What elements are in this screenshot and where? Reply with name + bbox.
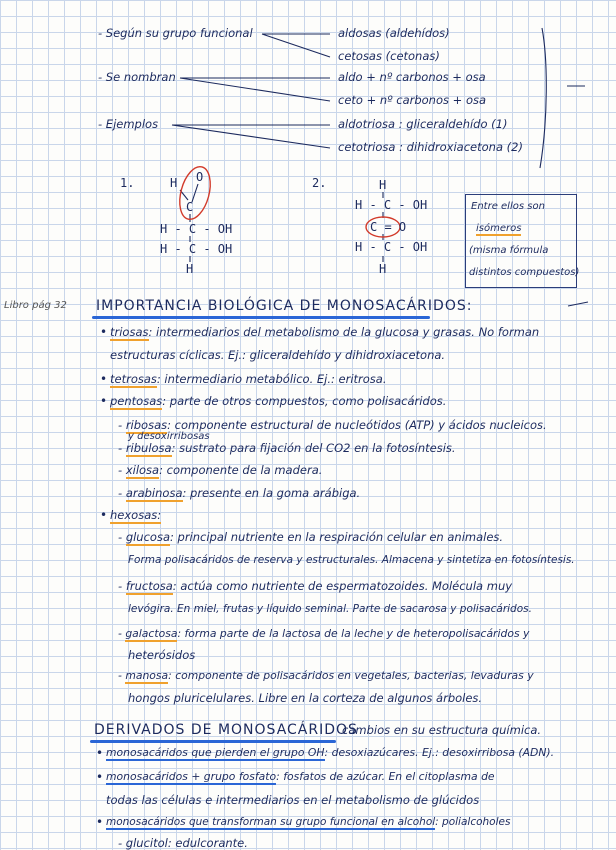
hexosa-galactosa: - galactosa: forma parte de la lactosa de la leche y de heteropolisacáridos y <box>118 627 530 640</box>
classification-label-ejemplos: - Ejemplos <box>98 117 159 131</box>
item-triosas-cont: estructuras cíclicas. Ej.: gliceraldehído y dihidroxiacetona. <box>110 348 446 362</box>
classification-label-grupo: - Según su grupo funcional <box>98 26 253 40</box>
text-ribosas: : componente estructural de nucleótidos (ATP) y ácidos nucleicos. <box>167 418 547 432</box>
bullet: • <box>96 815 104 829</box>
hexosa-fructosa-cont: levógira. En miel, frutas y líquido seminal. Parte de sacarosa y polisacáridos. <box>128 603 532 615</box>
text-manosa: : componente de polisacáridos en vegetales, bacterias, levaduras y <box>168 669 534 682</box>
term-ribulosa: ribulosa <box>125 441 172 455</box>
text-ribulosa: : sustrato para fijación del CO2 en la fotosíntesis. <box>171 441 456 455</box>
classification-target-cetosas: cetosas (cetonas) <box>338 49 440 63</box>
structure-1-number: 1. <box>120 176 135 190</box>
hexosa-glucosa: - glucosa: principal nutriente en la respiración celular en animales. <box>118 530 504 544</box>
section2-title: DERIVADOS DE MONOSACÁRIDOS <box>94 722 358 738</box>
text-desoxiazucares: : desoxiazúcares. Ej.: desoxirribosa (ADN). <box>324 746 555 759</box>
text-xilosa: : componente de la madera. <box>159 463 323 477</box>
section2-title-underline <box>90 740 336 743</box>
bullet: • <box>96 746 104 760</box>
bullet: • <box>100 325 108 339</box>
classification-target-aldosas: aldosas (aldehídos) <box>338 26 450 40</box>
section1-title-underline <box>92 316 430 319</box>
structure-2-row1: H - C - OH <box>355 198 428 212</box>
derivado-alcohol <box>106 815 510 829</box>
pentosa-arabinosa: - arabinosa: presente en la goma arábiga. <box>118 486 361 500</box>
classification-label-nombran: - Se nombran <box>98 70 176 84</box>
text-fosfato: : fosfatos de azúcar. En el citoplasma de <box>276 770 495 783</box>
term-manosa: manosa <box>125 669 169 682</box>
item-triosas <box>110 325 539 339</box>
pentosa-ribosas: - ribosas: componente estructural de nucleótidos (ATP) y ácidos nucleicos. <box>118 418 547 432</box>
term-pierden-oh: monosacáridos que pierden el grupo OH <box>106 746 325 759</box>
term-fosfato: monosacáridos + grupo fosfato <box>106 770 277 783</box>
section1-title: IMPORTANCIA BIOLÓGICA DE MONOSACÁRIDOS: <box>96 298 473 314</box>
item-pentosas <box>110 394 446 408</box>
text-galactosa: : forma parte de la lactosa de la leche y de heteropolisacáridos y <box>177 627 530 640</box>
structure-1-h-top: H <box>170 176 178 190</box>
isomer-note-line3: (misma fórmula <box>469 245 549 256</box>
hexosa-manosa: - manosa: componente de polisacáridos en vegetales, bacterias, levaduras y <box>118 669 534 682</box>
structure-2-carbonyl: C = O <box>370 220 407 234</box>
item-tetrosas <box>110 372 387 386</box>
bullet: • <box>100 394 108 408</box>
term-ribosas: ribosas <box>125 418 168 432</box>
classification-target-ceto: ceto + nº carbonos + osa <box>338 93 487 107</box>
structure-1-h-bottom: H <box>186 262 194 276</box>
hexosas-label: hexosas: <box>110 508 162 522</box>
classification-target-cetotriosa: cetotriosa : dihidroxiacetona (2) <box>338 140 523 154</box>
isomer-note-line4: distintos compuestos) <box>469 267 580 278</box>
term-alcohol: monosacáridos que transforman su grupo funcional en alcohol <box>106 816 436 828</box>
text-glucosa: : principal nutriente en la respiración celular en animales. <box>170 530 504 544</box>
term-pentosas: pentosas <box>110 394 163 408</box>
text-pentosas: : parte de otros compuestos, como polisacáridos. <box>162 394 447 408</box>
term-galactosa: galactosa <box>125 627 178 640</box>
classification-target-aldotriosa: aldotriosa : gliceraldehído (1) <box>338 117 508 131</box>
bullet: • <box>100 372 108 386</box>
hexosa-glucosa-cont: Forma polisacáridos de reserva y estructurales. Almacena y sintetiza en fotosíntesis. <box>128 554 575 566</box>
structure-2-h-top: H <box>379 178 387 192</box>
structure-2-number: 2. <box>312 176 327 190</box>
term-tetrosas: tetrosas <box>110 372 157 386</box>
hexosa-manosa-cont: hongos pluricelulares. Libre en la corteza de algunos árboles. <box>128 691 483 705</box>
bullet: • <box>100 508 108 522</box>
section2-subtitle: cambios en su estructura química. <box>342 723 542 737</box>
structure-1-row3: H - C - OH <box>160 242 233 256</box>
structure-1-carbon: C <box>186 200 194 214</box>
text-tetrosas: : intermediario metabólico. Ej.: eritrosa. <box>156 372 387 386</box>
isomer-note-isomeros: isómeros <box>476 223 522 234</box>
isomer-note-box <box>465 194 580 288</box>
pentosa-ribulosa: - ribulosa: sustrato para fijación del CO2 en la fotosíntesis. <box>118 441 456 455</box>
isomer-note-line1: Entre ellos son <box>471 201 545 212</box>
derivado-fosfato <box>106 770 495 784</box>
text-triosas: : intermediarios del metabolismo de la glucosa y grasas. No forman <box>148 325 540 339</box>
text-fructosa: : actúa como nutriente de espermatozoides. Molécula muy <box>172 579 513 593</box>
pentosa-xilosa: - xilosa: componente de la madera. <box>118 463 323 477</box>
structure-2-h-bottom: H <box>379 262 387 276</box>
bullet: • <box>96 770 104 784</box>
term-fructosa: fructosa <box>125 579 173 593</box>
term-arabinosa: arabinosa <box>125 486 183 500</box>
hexosa-fructosa: - fructosa: actúa como nutriente de espermatozoides. Molécula muy <box>118 579 513 593</box>
hexosa-galactosa-cont: heterósidos <box>128 648 196 662</box>
term-glucosa: glucosa <box>125 530 170 544</box>
structure-1-row2: H - C - OH <box>160 222 233 236</box>
text-arabinosa: : presente en la goma arábiga. <box>182 486 361 500</box>
structure-1-oxygen: O <box>196 170 204 184</box>
note-desoxirribosas: y desoxirribosas <box>128 431 210 442</box>
term-xilosa: xilosa <box>125 463 160 477</box>
classification-target-aldo: aldo + nº carbonos + osa <box>338 70 486 84</box>
derivado-desoxiazucares <box>106 746 554 760</box>
text-polialcoholes: : polialcoholes <box>435 816 511 828</box>
derivado-glucitol: - glucitol: edulcorante. <box>118 836 248 850</box>
structure-2-row3: H - C - OH <box>355 240 428 254</box>
term-triosas: triosas <box>110 325 149 339</box>
margin-note: Libro pág 32 <box>4 300 67 311</box>
derivado-fosfato-cont: todas las células e intermediarios en el metabolismo de glúcidos <box>106 793 480 807</box>
